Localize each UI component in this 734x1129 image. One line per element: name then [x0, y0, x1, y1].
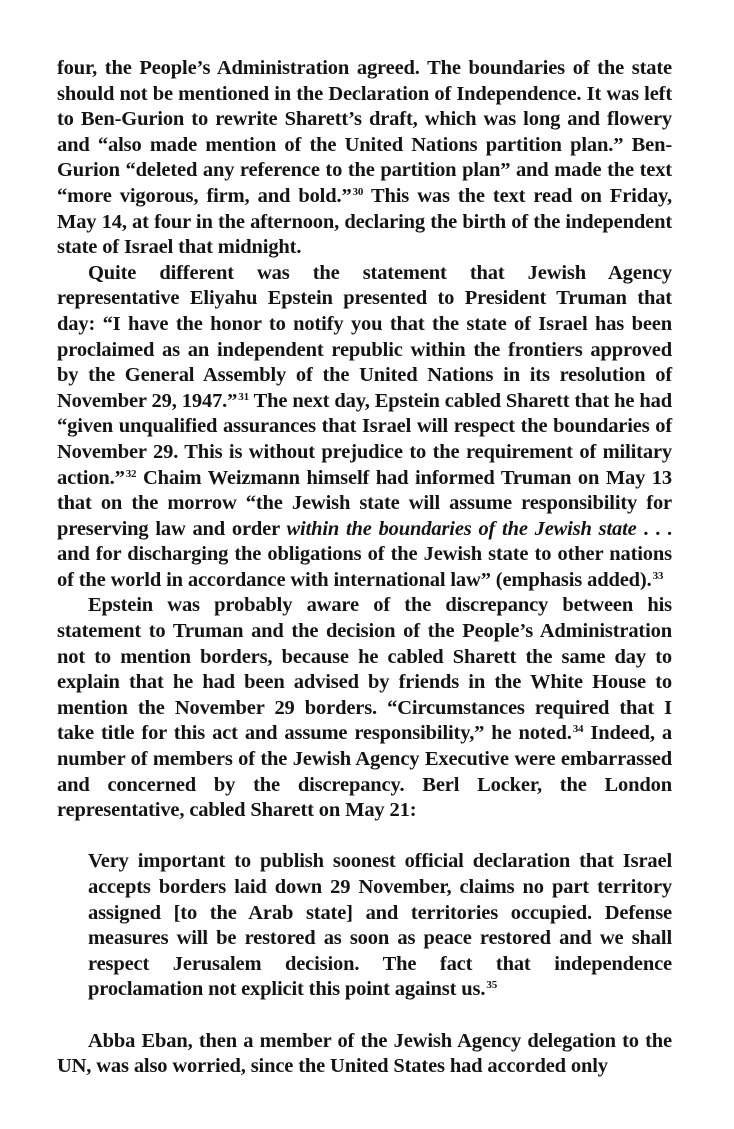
block-quote [88, 849, 672, 1003]
footnote-marker[interactable]: 35 [486, 979, 498, 992]
paragraph-1 [57, 56, 672, 261]
block-quote-text [88, 849, 672, 1003]
footnote-marker[interactable]: 30 [352, 185, 364, 198]
text-run: Very important to publish soonest official declaration that Israel accepts borders laid down 29 November, claims no part territory assigned [to the Arab state] and territories occupied. Defense measures will be restored as soon as peace restored and we shall respect Jerusalem decision. The fact that independence proclamation not explicit this point against us. [88, 850, 672, 1001]
text-run: Abba Eban, then a member of the Jewish Agency delegation to the UN, was also worried, since the United States had accorded only [57, 1029, 672, 1078]
text-run: This was the text read on Friday, May 14, at four in the afternoon, declaring the birth of the independent state of Israel that midnight. [57, 184, 672, 259]
text-run: The next day, Epstein cabled Sharett that he had “given unqualified assurances that Israel will respect the boundaries of November 29. This is without prejudice to the requirement of military action.” [57, 389, 673, 489]
text-run: Quite different was the statement that Jewish Agency representative Eliyahu Epstein presented to President Truman that day: “I have the honor to notify you that the state of Israel has been proclaimed as an independent republic within the frontiers approved by the General Assembly of the United Nations in its resolution of November 29, 1947.” [57, 261, 672, 412]
paragraph-2 [57, 261, 672, 594]
paragraph-3 [57, 593, 672, 823]
emphasized-text: within the boundaries of the Jewish state [286, 517, 637, 540]
text-run: Chaim Weizmann himself had informed Truman on May 13 that on the morrow “the Jewish state will assume responsibility for preserving law and order [57, 466, 672, 540]
text-run: . . . and for discharging the obligations of the Jewish state to other nations of the world in accordance with international law” (emphasis added). [57, 517, 672, 591]
footnote-marker[interactable]: 33 [652, 569, 664, 582]
text-run: four, the People’s Administration agreed. The boundaries of the state should not be mentioned in the Declaration of Independence. It was left to Ben-Gurion to rewrite Sharett’s draft, which was long and flowery and “also made mention of the United Nations partition plan.” Ben-Gurion “deleted any reference to the partition plan” and made the text “more vigorous, firm, and bold.” [57, 57, 672, 207]
footnote-marker[interactable]: 34 [572, 723, 584, 736]
footnote-marker[interactable]: 32 [125, 467, 137, 480]
paragraph-4 [57, 1029, 672, 1080]
text-run: Indeed, a number of members of the Jewish Agency Executive were embarrassed and concerned by the discrepancy. Berl Locker, the London representative, cabled Sharett on May 21: [57, 722, 672, 822]
footnote-marker[interactable]: 31 [238, 390, 249, 403]
text-run: Epstein was probably aware of the discrepancy between his statement to Truman and the decision of the People’s Administration not to mention borders, because he cabled Sharett the same day to explain that he had been advised by friends in the White House to mention the November 29 borders. “Circumstances required that I take title for this act and assume responsibility,” he noted. [57, 594, 672, 745]
document-page [57, 56, 672, 1080]
